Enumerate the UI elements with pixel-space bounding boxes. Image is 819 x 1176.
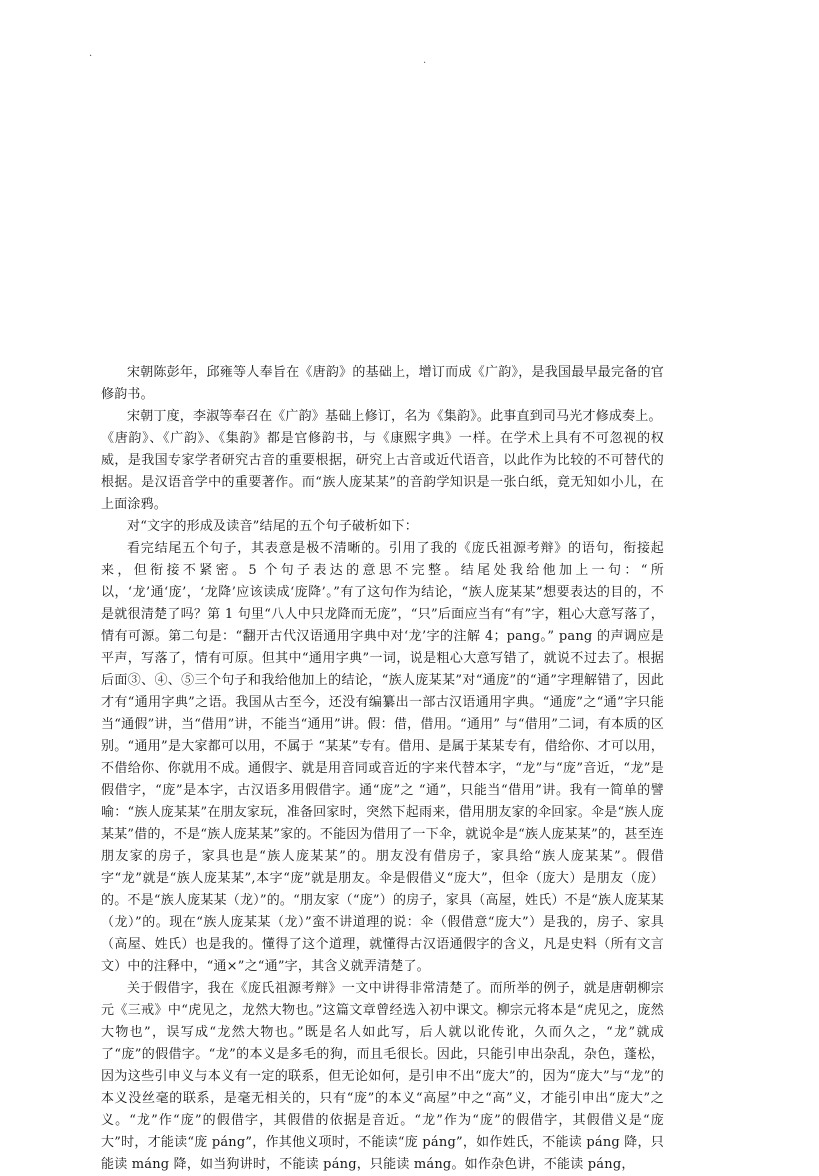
paragraph-analysis: 看完结尾五个句子，其表意是极不清晰的。引用了我的《庞氏祖源考辩》的语句，衔接起来，但衔接不紧密。5 个句子表达的意思不完整。结尾处我给他加上一句：“所以，‘龙’通‘庞’，‘龙降’应该读成‘庞降’。”有了这句作为结论，“族人庞某某”想要表达的目的，不是就很清楚了吗？第 1 句里“八人中只龙降而无庞”，“只”后面应当有“有”字，粗心大意写落了，情有可源。第二句是：“翻开古代汉语通用字典中对‘龙’字的注解 4；pang。” pang 的声调应是平声，写落了，情有可原。但其中“通用字典”一词，说是粗心大意写错了，就说不过去了。根据后面③、④、⑤三个句子和我给他加上的结论，“族人庞某某”对“通庞”的“通”字理解错了，因此才有“通用字典”之语。我国从古至今，还没有编纂出一部古汉语通用字典。“通庞”之“通”字只能当“通假”讲，当“借用”讲，不能当“通用”讲。假：借，借用。“通用” 与“借用”二词，有本质的区别。“通用”是大家都可以用，不属于 “某某”专有。借用、是属于某某专有，借给你、才可以用，不借给你、你就用不成。通假字、就是用音同或音近的字来代替本字，“龙”与“庞”音近，“龙”是假借字，“庞”是本字，古汉语多用假借字。通“庞”之 “通”，只能当“借用”讲。我有一简单的譬喻：“族人庞某某”在朋友家玩，准备回家时，突然下起雨来，借用朋友家的伞回家。伞是“族人庞某某”借的，不是“族人庞某某”家的。不能因为借用了一下伞，就说伞是“族人庞某某”的，甚至连朋友家的房子，家具也是“族人庞某某”的。朋友没有借房子，家具给“族人庞某某”。假借字“龙”就是“族人庞某某”,本字“庞”就是朋友。伞是假借义“庞大”，但伞（庞大）是朋友（庞）的。不是“族人庞某某（龙）”的。“朋友家（“庞”）的房子，家具（高屋，姓氏）不是“族人庞某某（龙）”的。现在“族人庞某某（龙）”蛮不讲道理的说：伞（假借意“庞大”）是我的，房子、家具（高屋、姓氏）也是我的。懂得了这个道理，就懂得古汉语通假字的含义，凡是史料（所有文言文）中的注释中，“通×”之“通”字，其含义就弄清楚了。 (101, 541, 664, 974)
paragraph-jiajie: 关于假借字，我在《庞氏祖源考辩》一文中讲得非常清楚了。而所举的例子，就是唐朝柳宗元《三戒》中“虎见之，龙然大物也。”这篇文章曾经选入初中课文。柳宗元将本是“虎见之，庞然大物也”，误写成“龙然大物也。”既是名人如此写，后人就以讹传讹，久而久之，“龙”就成了“庞”的假借字。“龙”的本义是多毛的狗，而且毛很长。因此，只能引申出杂乱，杂色，蓬松，因为这些引申义与本义有一定的联系，但无论如何，是引申不出“庞大”的，因为“庞大”与“龙”的本义没丝毫的联系，是毫无相关的，只有“庞”的本义“高屋”中之“高”义，才能引申出“庞大”之义。“龙”作“庞”的假借字，其假借的依据是音近。“龙”作为“庞”的假借字，其假借义是“庞大”时，才能读“庞 páng”，作其他义项时，不能读“庞 páng”，如作姓氏，不能读 páng 降，只能读 máng 降，如当狗讲时，不能读 páng，只能读 máng。如作杂色讲，不能读 páng， (101, 981, 664, 1172)
paragraph-guangyun: 宋朝陈彭年，邱雍等人奉旨在《唐韵》的基础上，增订而成《广韵》，是我国最早最完备的官修韵书。 (101, 365, 664, 402)
paragraph-jiyun: 宋朝丁度，李淑等奉召在《广韵》基础上修订，名为《集韵》。此事直到司马光才修成奏上。 (127, 409, 662, 424)
paragraph-rhyme-books: 《唐韵》、《广韵》、《集韵》都是官修韵书，与《康熙字典》一样。在学术上具有不可忽视的权威，是我国专家学者研究古音的重要根据，研究上古音或近代语音，以此作为比较的不可替代的根据。是汉语音学中的重要著作。而“族人庞某某”的音韵学知识是一张白纸，竟无知如小儿，在上面涂鸦。 (101, 431, 664, 512)
paragraph-analysis-intro: 对“文字的形成及读音”结尾的五个句子破析如下： (127, 519, 418, 534)
page-mark-center: . (423, 55, 427, 66)
document-body (101, 362, 664, 1176)
page-mark-left: · (89, 51, 93, 62)
